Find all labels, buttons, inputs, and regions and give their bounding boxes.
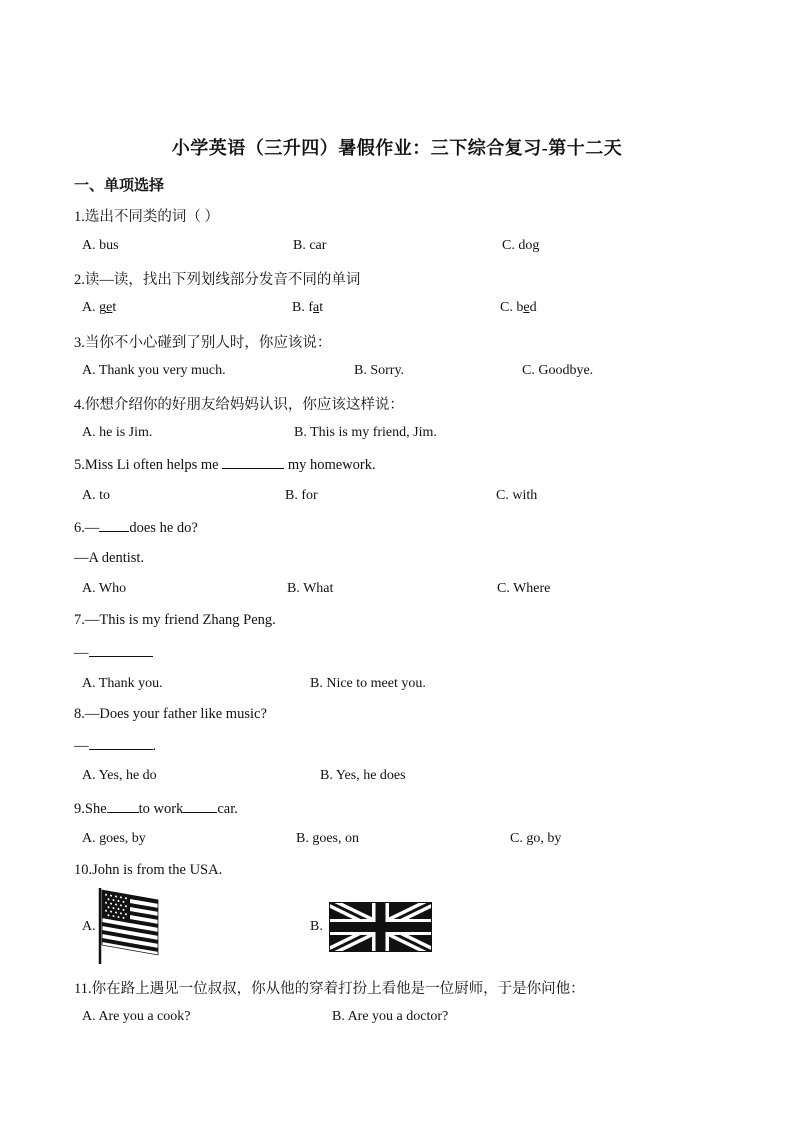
page-title: 小学英语（三升四）暑假作业：三下综合复习-第十二天	[171, 138, 623, 158]
q9-option-c[interactable]: C. go, by	[510, 831, 562, 846]
question-1: 1.选出不同类的词（ ）	[74, 209, 219, 225]
usa-flag-icon[interactable]	[96, 888, 166, 964]
question-5: 5.Miss Li often helps me my homework.	[74, 457, 376, 473]
question-7: 7.—This is my friend Zhang Peng.	[74, 612, 276, 628]
question-8-reply: — .	[74, 738, 157, 754]
q8-option-b[interactable]: B. Yes, he does	[320, 768, 406, 783]
answer-blank[interactable]	[89, 737, 153, 750]
q8-option-a[interactable]: A. Yes, he do	[82, 768, 157, 783]
q11-option-a[interactable]: A. Are you a cook?	[82, 1009, 191, 1024]
q5-option-b[interactable]: B. for	[285, 488, 318, 503]
q10-option-a[interactable]: A.	[82, 919, 96, 934]
q9-option-b[interactable]: B. goes, on	[296, 831, 359, 846]
answer-blank[interactable]	[107, 800, 139, 813]
q4-option-b[interactable]: B. This is my friend, Jim.	[294, 425, 437, 440]
q9-option-a[interactable]: A. goes, by	[82, 831, 146, 846]
q5-option-c[interactable]: C. with	[496, 488, 538, 503]
q7-option-a[interactable]: A. Thank you.	[82, 676, 163, 691]
answer-blank[interactable]	[99, 519, 129, 532]
q1-option-a[interactable]: A. bus	[82, 238, 119, 253]
q1-option-c[interactable]: C. dog	[502, 238, 540, 253]
question-6-reply: —A dentist.	[74, 550, 145, 566]
q11-option-b[interactable]: B. Are you a doctor?	[332, 1009, 449, 1024]
question-3: 3.当你不小心碰到了别人时，你应该说：	[74, 335, 332, 351]
question-10: 10.John is from the USA.	[74, 862, 223, 878]
q2-option-a[interactable]: A. get	[82, 300, 117, 315]
q4-option-a[interactable]: A. he is Jim.	[82, 425, 153, 440]
q5-option-a[interactable]: A. to	[82, 488, 110, 503]
q3-option-c[interactable]: C. Goodbye.	[522, 363, 594, 378]
section-heading: 一、单项选择	[74, 178, 165, 194]
q6-option-a[interactable]: A. Who	[82, 581, 127, 596]
question-11: 11.你在路上遇见一位叔叔，你从他的穿着打扮上看他是一位厨师，于是你问他：	[74, 981, 585, 997]
q10-option-b[interactable]: B.	[310, 919, 323, 934]
question-7-reply: —	[74, 644, 153, 662]
q2-option-b[interactable]: B. fat	[292, 300, 324, 315]
q3-option-b[interactable]: B. Sorry.	[354, 363, 405, 378]
q6-option-c[interactable]: C. Where	[497, 581, 551, 596]
answer-blank[interactable]	[89, 644, 153, 657]
q2-option-c[interactable]: C. bed	[500, 300, 537, 315]
question-8: 8.—Does your father like music?	[74, 706, 267, 722]
uk-flag-icon[interactable]	[329, 902, 432, 952]
answer-blank[interactable]	[183, 800, 217, 813]
q6-option-b[interactable]: B. What	[287, 581, 334, 596]
question-6: 6.— does he do?	[74, 520, 198, 536]
question-9: 9.She to work car.	[74, 801, 238, 817]
q1-option-b[interactable]: B. car	[293, 238, 327, 253]
answer-blank[interactable]	[222, 456, 284, 469]
question-4: 4.你想介绍你的好朋友给妈妈认识，你应该这样说：	[74, 397, 404, 413]
q7-option-b[interactable]: B. Nice to meet you.	[310, 676, 426, 691]
question-2: 2.读—读，找出下列划线部分发音不同的单词	[74, 272, 361, 288]
q3-option-a[interactable]: A. Thank you very much.	[82, 363, 226, 378]
